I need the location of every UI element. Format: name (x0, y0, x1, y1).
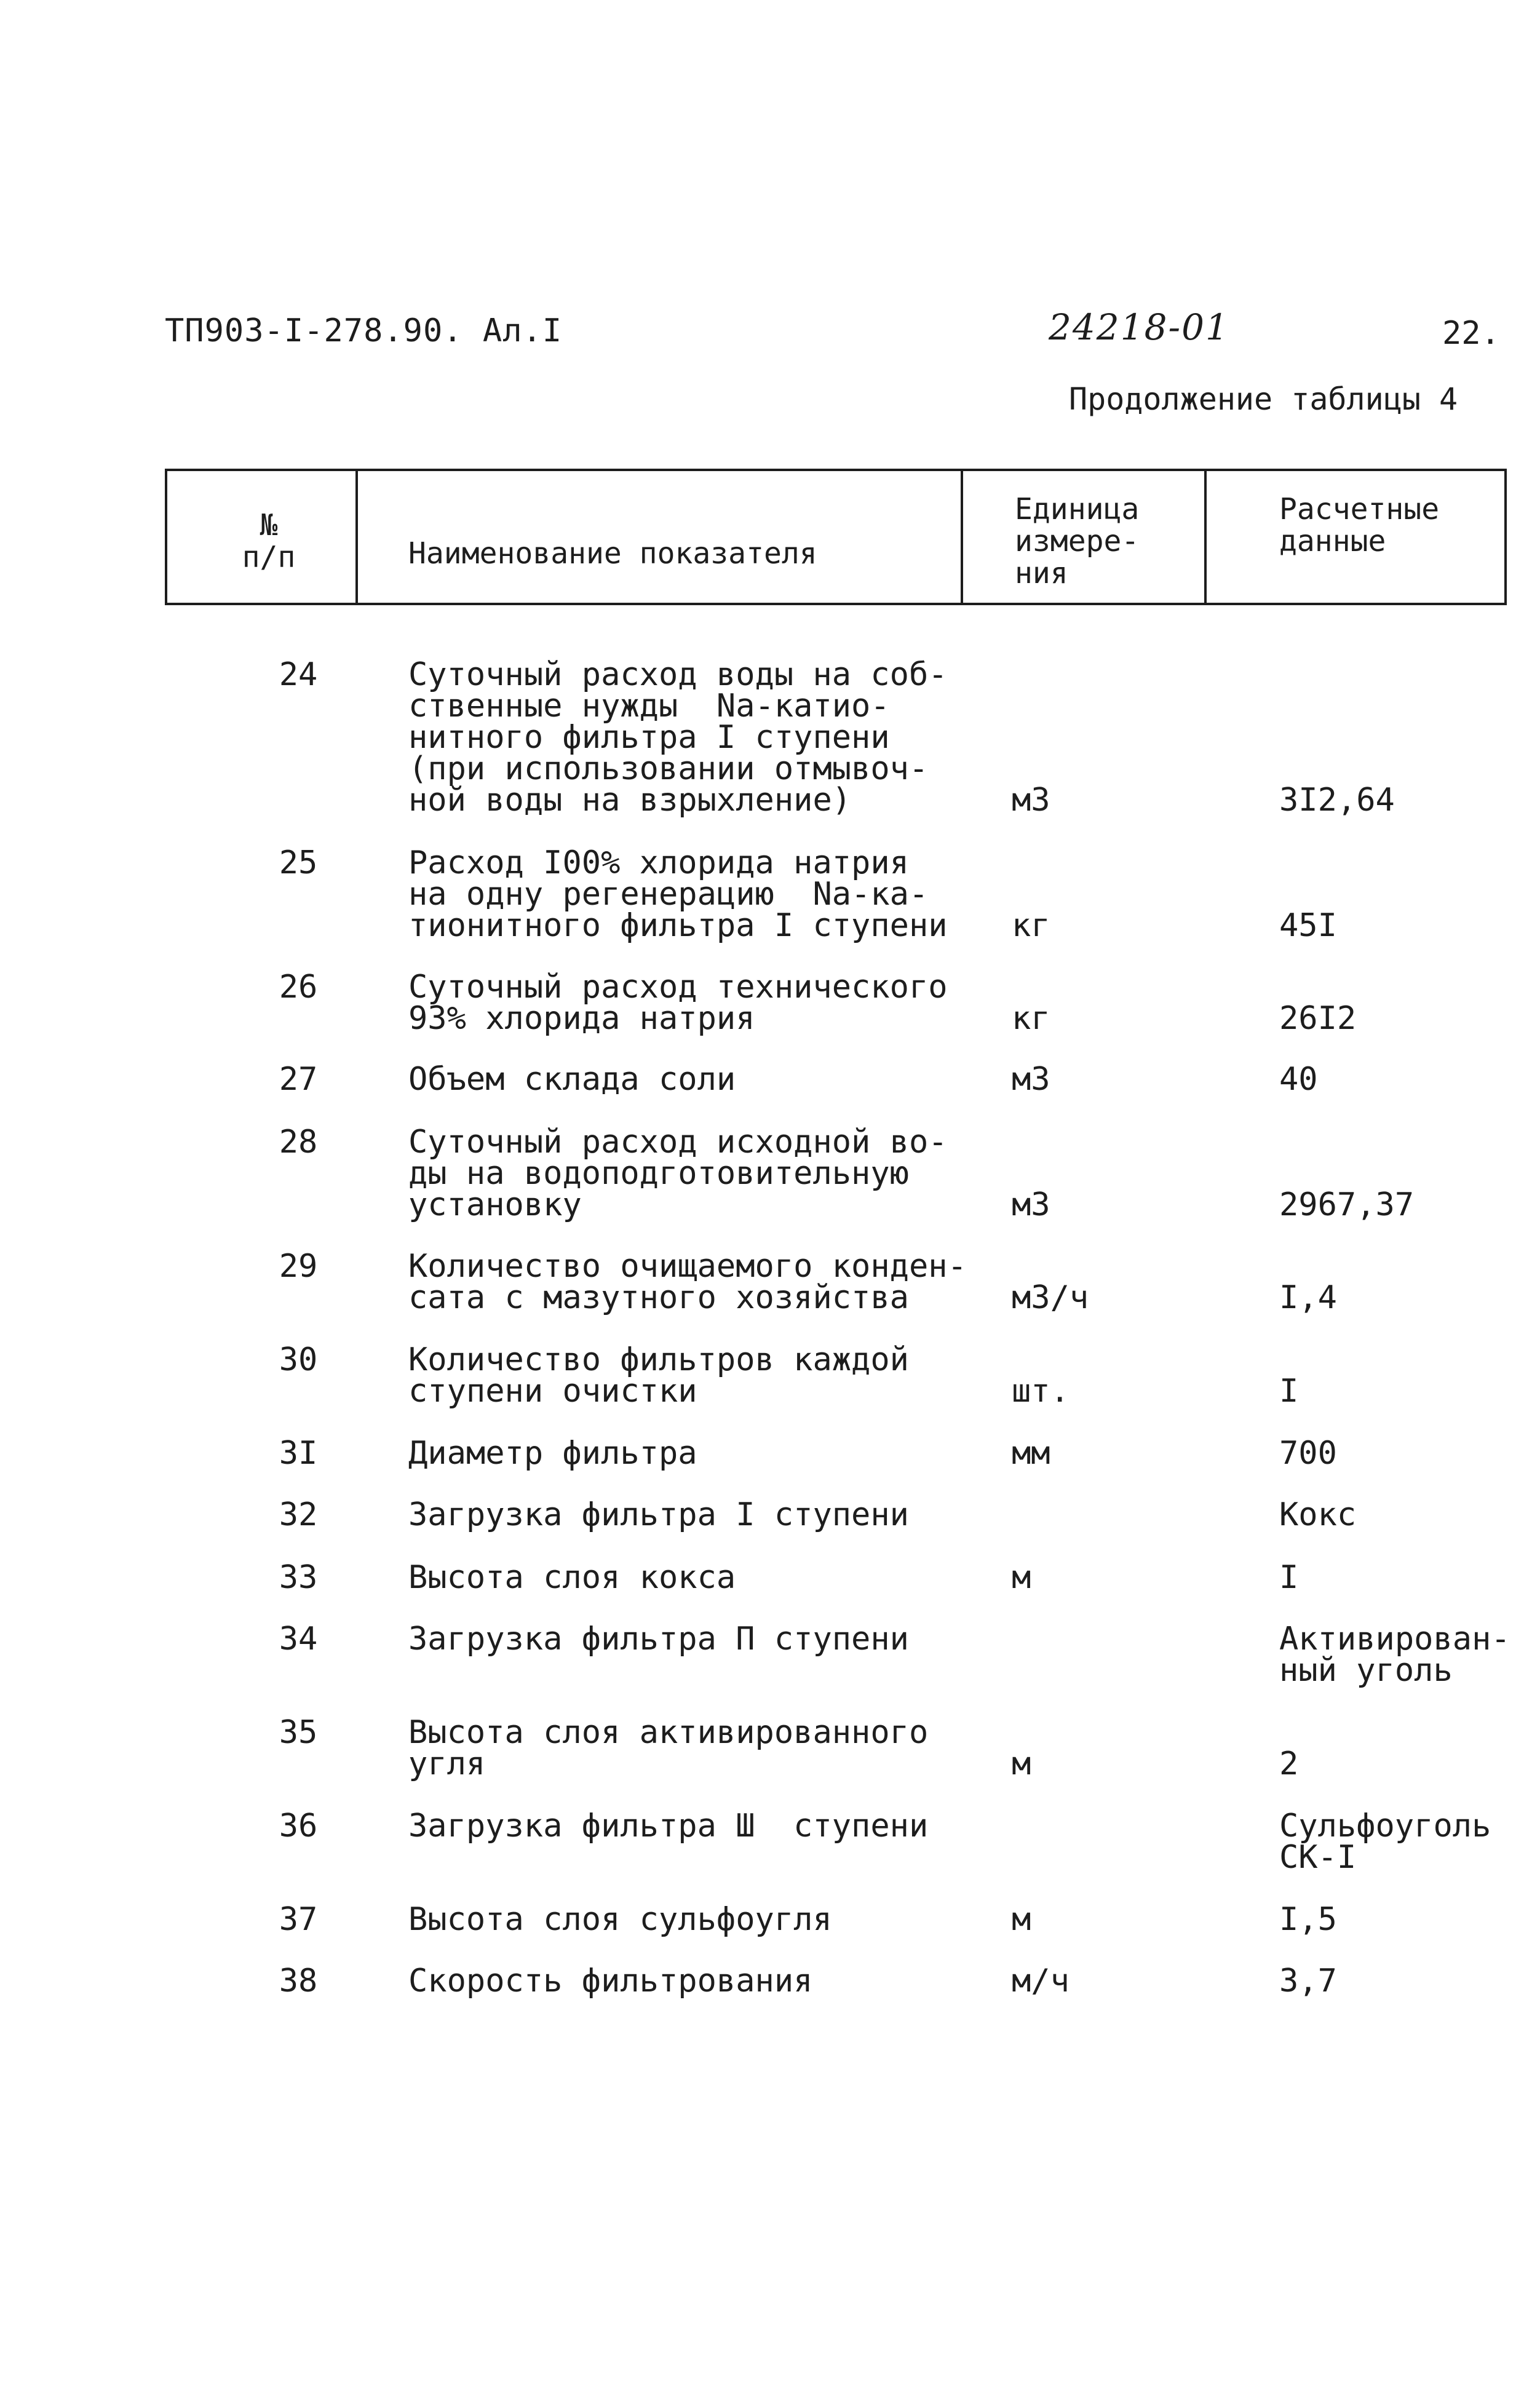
calculated-value (1279, 1496, 1525, 1533)
indicator-name-line: ступени очистки (408, 1373, 697, 1410)
calculated-value-line: 2967,37 (1279, 1186, 1415, 1223)
unit-of-measure: м (1012, 1745, 1031, 1782)
indicator-name-line: ной воды на взрыхление) (408, 782, 852, 819)
row-number: 37 (279, 1901, 318, 1938)
unit-of-measure: кг (1012, 1000, 1050, 1037)
calculated-value (1279, 1559, 1525, 1596)
row-number: 38 (279, 1963, 318, 1999)
unit-of-measure: м3 (1012, 782, 1050, 819)
calculated-value-line: 40 (1279, 1061, 1318, 1098)
row-number: 35 (279, 1714, 318, 1751)
calculated-value-line: 700 (1279, 1435, 1337, 1472)
calculated-value (1279, 1279, 1525, 1316)
row-number: 32 (279, 1496, 318, 1533)
row-number: 30 (279, 1341, 318, 1378)
page-number: 22. (1442, 315, 1500, 352)
indicator-name-line: Диаметр фильтра (408, 1435, 697, 1472)
indicator-name-line: Количество фильтров каждой (408, 1341, 909, 1378)
row-number: 3I (279, 1435, 318, 1472)
indicator-name-line: на одну регенерацию Nа-ка- (408, 876, 929, 913)
indicator-name (408, 1621, 980, 1658)
calculated-value (1279, 907, 1525, 944)
column-header-name: Наименование показателя (408, 536, 817, 571)
calculated-value (1279, 1186, 1525, 1223)
calculated-value-line: I (1279, 1559, 1299, 1596)
indicator-name-line: ды на водоподготовительную (408, 1155, 909, 1192)
indicator-name-line: Количество очищаемого конден- (408, 1248, 967, 1285)
indicator-name (408, 656, 980, 819)
column-divider (355, 471, 358, 603)
calculated-value-line: 26I2 (1279, 1000, 1357, 1037)
row-number: 26 (279, 969, 318, 1006)
indicator-name-line: Высота слоя кокса (408, 1559, 736, 1596)
indicator-name (408, 1808, 980, 1844)
indicator-name-line: Высота слоя активированного (408, 1714, 929, 1751)
row-number: 36 (279, 1808, 318, 1844)
indicator-name-line: ственные нужды Nа-катио- (408, 688, 890, 725)
unit-of-measure: м (1012, 1901, 1031, 1938)
calculated-value (1279, 1901, 1525, 1938)
calculated-value (1279, 1621, 1525, 1689)
indicator-name-line: Скорость фильтрования (408, 1963, 813, 1999)
unit-of-measure: м (1012, 1559, 1031, 1596)
indicator-name (408, 1901, 980, 1938)
indicator-name (408, 1714, 980, 1782)
calculated-value (1279, 1373, 1525, 1410)
calculated-value-line: I (1279, 1373, 1299, 1410)
indicator-name (408, 1963, 980, 1999)
indicator-name-line: Суточный расход воды на соб- (408, 656, 948, 693)
indicator-name (408, 844, 980, 944)
calculated-value (1279, 1808, 1525, 1876)
calculated-value-line: Кокс (1279, 1496, 1357, 1533)
indicator-name-line: тионитного фильтра I ступени (408, 907, 948, 944)
archive-code: 24218-01 (1049, 306, 1229, 348)
unit-of-measure: м/ч (1012, 1963, 1070, 1999)
calculated-value-line: Сульфоуголь (1279, 1808, 1491, 1844)
indicator-name-line: Объем склада соли (408, 1061, 736, 1098)
row-number: 34 (279, 1621, 318, 1658)
indicator-name-line: Суточный расход исходной во- (408, 1124, 948, 1161)
unit-of-measure: м3/ч (1012, 1279, 1089, 1316)
calculated-value-line: I,4 (1279, 1279, 1337, 1316)
column-header-num: № п/п (242, 508, 296, 574)
indicator-name-line: угля (408, 1745, 486, 1782)
row-number: 27 (279, 1061, 318, 1098)
document-id: ТП903-I-278.90. Ал.I (165, 312, 563, 349)
indicator-name (408, 1341, 980, 1410)
calculated-value-line: Активирован- (1279, 1621, 1510, 1658)
row-number: 28 (279, 1124, 318, 1161)
indicator-name-line: 93% хлорида натрия (408, 1000, 755, 1037)
row-number: 29 (279, 1248, 318, 1285)
column-divider (961, 471, 963, 603)
indicator-name-line: (при использовании отмывоч- (408, 750, 929, 787)
calculated-value-line: 2 (1279, 1745, 1299, 1782)
indicator-name (408, 1435, 980, 1472)
indicator-name-line: Загрузка фильтра П ступени (408, 1621, 909, 1658)
indicator-name-line: нитного фильтра I ступени (408, 719, 890, 756)
unit-of-measure: шт. (1012, 1373, 1070, 1410)
indicator-name (408, 969, 980, 1037)
calculated-value (1279, 1000, 1525, 1037)
calculated-value-line: СК-I (1279, 1839, 1357, 1876)
row-number: 25 (279, 844, 318, 881)
calculated-value-line: ный уголь (1279, 1652, 1453, 1689)
indicator-name (408, 1124, 980, 1223)
calculated-value (1279, 1435, 1525, 1472)
indicator-name-line: Высота слоя сульфоугля (408, 1901, 832, 1938)
calculated-value (1279, 782, 1525, 819)
unit-of-measure: м3 (1012, 1061, 1050, 1098)
table-header (165, 469, 1507, 605)
calculated-value (1279, 1745, 1525, 1782)
table-continuation-title: Продолжение таблицы 4 (1069, 381, 1458, 417)
calculated-value-line: 45I (1279, 907, 1337, 944)
indicator-name-line: Суточный расход технического (408, 969, 948, 1006)
indicator-name (408, 1061, 980, 1098)
calculated-value-line: 3,7 (1279, 1963, 1337, 1999)
column-divider (1204, 471, 1207, 603)
column-header-unit: Единица измере- ния (1015, 492, 1140, 590)
calculated-value-line: 3I2,64 (1279, 782, 1395, 819)
indicator-name-line: Загрузка фильтра Ш ступени (408, 1808, 929, 1844)
unit-of-measure: м3 (1012, 1186, 1050, 1223)
unit-of-measure: кг (1012, 907, 1050, 944)
indicator-name-line: Загрузка фильтра I ступени (408, 1496, 909, 1533)
indicator-name-line: Расход I00% хлорида натрия (408, 844, 909, 881)
row-number: 33 (279, 1559, 318, 1596)
row-number: 24 (279, 656, 318, 693)
indicator-name (408, 1248, 980, 1316)
unit-of-measure: мм (1012, 1435, 1050, 1472)
indicator-name-line: установку (408, 1186, 582, 1223)
calculated-value-line: I,5 (1279, 1901, 1337, 1938)
indicator-name (408, 1496, 980, 1533)
calculated-value (1279, 1061, 1525, 1098)
indicator-name (408, 1559, 980, 1596)
indicator-name-line: сата с мазутного хозяйства (408, 1279, 909, 1316)
column-header-value: Расчетные данные (1279, 492, 1440, 558)
calculated-value (1279, 1963, 1525, 1999)
